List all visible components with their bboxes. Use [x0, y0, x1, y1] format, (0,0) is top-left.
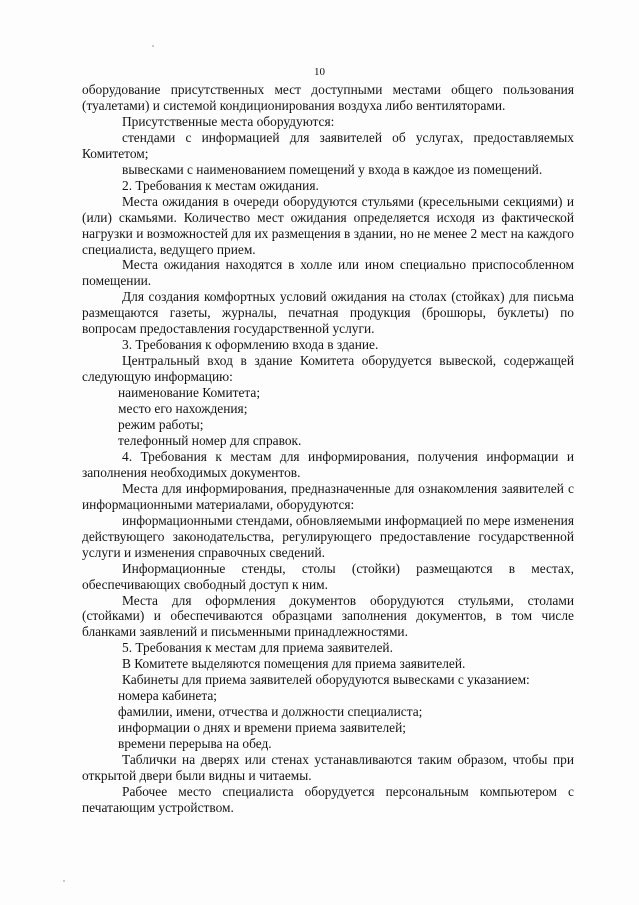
document-body: [82, 82, 574, 816]
paragraph: Для создания комфортных условий ожидания на столах (стойках) для письма размещаются газеты, журналы, печатная продукция (брошюры, буклеты) по вопросам предоставления государственной услуги.: [82, 289, 574, 337]
section-heading: 2. Требования к местам ожидания.: [122, 177, 319, 193]
paragraph: Информационные стенды, столы (стойки) размещаются в местах, обеспечивающих свободный доступ к ним.: [82, 560, 574, 592]
paragraph: информационными стендами, обновляемыми информацией по мере изменения действующего законодательства, регулирующего предоставление государственной услуги и изменения справочных сведений.: [82, 512, 574, 560]
paragraph: Места для оформления документов оборудуются стульями, столами (стойками) и обеспечиваются образцами заполнения документов, в том числе бланками заявлений и письменными принадлежностями.: [82, 592, 574, 640]
paragraph: Места для информирования, предназначенные для ознакомления заявителей с информационными материалами, оборудуются:: [82, 480, 574, 512]
list-item: режим работы;: [118, 417, 204, 433]
list-item: номера кабинета;: [118, 688, 218, 704]
list-item: информации о днях и времени приема заявителей;: [118, 720, 406, 736]
list-item: наименование Комитета;: [118, 385, 261, 401]
paragraph: Присутственные места оборудуются:: [122, 113, 335, 129]
paragraph: Кабинеты для приема заявителей оборудуются вывесками с указанием:: [122, 672, 530, 688]
section-heading: 5. Требования к местам для приема заявителей.: [122, 640, 393, 656]
page-number: 10: [314, 66, 325, 78]
paragraph: Места ожидания в очереди оборудуются стульями (кресельными секциями) и (или) скамьями. Количество мест ожидания определяется исходя из фактической нагрузки и возможностей для их размещения в здании, но не менее 2 мест на каждого специалиста, ведущего прием.: [82, 193, 574, 257]
list-item: место его нахождения;: [118, 401, 248, 417]
scan-speck: [152, 45, 154, 47]
paragraph: 4. Требования к местам для информирования, получения информации и заполнения необходимых документов.: [82, 448, 574, 480]
paragraph: Места ожидания находятся в холле или ином специально приспособленном помещении.: [82, 257, 574, 289]
paragraph: В Комитете выделяются помещения для приема заявителей.: [122, 656, 466, 672]
paragraph: Центральный вход в здание Комитета оборудуется вывеской, содержащей следующую информацию:: [82, 353, 574, 385]
paragraph: Таблички на дверях или стенах устанавливаются таким образом, чтобы при открытой двери были видны и читаемы.: [82, 752, 574, 783]
scan-speck: [63, 880, 65, 882]
list-item: времени перерыва на обед.: [118, 736, 272, 752]
section-heading: 3. Требования к оформлению входа в здание.: [122, 337, 379, 353]
paragraph: вывесками с наименованием помещений у входа в каждое из помещений.: [122, 161, 543, 177]
paragraph: оборудование присутственных мест доступными местами общего пользования (туалетами) и системой кондиционирования воздуха либо вентиляторами.: [82, 82, 574, 113]
paragraph: Рабочее место специалиста оборудуется персональным компьютером с печатающим устройством.: [82, 783, 574, 815]
paragraph: стендами с информацией для заявителей об услугах, предоставляемых Комитетом;: [82, 129, 574, 161]
list-item: телефонный номер для справок.: [118, 432, 302, 448]
list-item: фамилии, имени, отчества и должности специалиста;: [118, 704, 423, 720]
